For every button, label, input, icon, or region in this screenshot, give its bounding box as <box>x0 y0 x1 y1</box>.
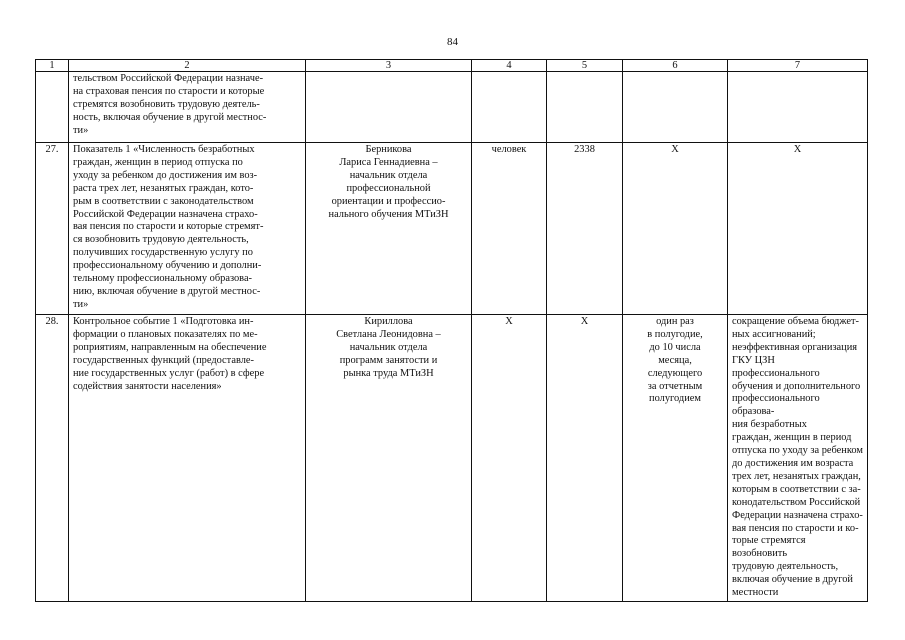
row-number: 28. <box>36 315 69 602</box>
row-responsible: Кириллова Светлана Леонидовна – начальник отдела программ занятости и рынка труда МТиЗН <box>306 315 472 602</box>
row-number: 27. <box>36 143 69 315</box>
row-risks <box>728 72 868 143</box>
row-risks: Х <box>728 143 868 315</box>
row-description: тельством Российской Федерации назначе- на страховая пенсия по старости и которые стремятся возобновить трудовую деятель- ность, включая обучение в другой местнос- ти» <box>69 72 306 143</box>
row-responsible <box>306 72 472 143</box>
row-deadline: один раз в полугодие, до 10 числа месяца, следующего за отчетным полугодием <box>623 315 728 602</box>
row-deadline <box>623 72 728 143</box>
row-value <box>547 72 623 143</box>
program-table <box>35 59 868 602</box>
row-value: Х <box>547 315 623 602</box>
table-row <box>36 72 868 143</box>
row-unit <box>472 72 547 143</box>
row-responsible: Берникова Лариса Геннадиевна – начальник отдела профессиональной ориентации и профессио- нального обучения МТиЗН <box>306 143 472 315</box>
row-unit: Х <box>472 315 547 602</box>
column-header-3: 3 <box>306 60 472 72</box>
row-description: Контрольное событие 1 «Подготовка ин- формации о плановых показателях по ме- роприятиям, направленным на обеспечение государственных функций (предоставле- ние государственных услуг (работ) в сфере содействия занятости населения» <box>69 315 306 602</box>
row-number <box>36 72 69 143</box>
column-header-7: 7 <box>728 60 868 72</box>
row-description: Показатель 1 «Численность безработных граждан, женщин в период отпуска по уходу за ребенком до достижения им воз- раста трех лет, незанятых граждан, кото- рым в соответствии с законодательством Российской Федерации назначена страхо- вая пенсия по старости и которые стремят- ся возобновить трудовую деятельность, получивших государственную услугу по профессиональному обучению и дополни- тельному профессиональному образова- нию, включая обучение в другой местнос- ти» <box>69 143 306 315</box>
row-risks: сокращение объема бюджет- ных ассигнований; неэффективная организация ГКУ ЦЗН профессионального обучения и дополнительного профессионального образова- ния безработных граждан, женщин в период отпуска по уходу за ребенком до достижения им возраста трех лет, незанятых граждан, которым в соответствии с за- конодательством Российской Федерации назначена страхо- вая пенсия по старости и ко- торые стремятся возобновить трудовую деятельность, включая обучение в другой местности <box>728 315 868 602</box>
column-header-1: 1 <box>36 60 69 72</box>
column-number-row <box>36 60 868 72</box>
column-header-5: 5 <box>547 60 623 72</box>
table-row <box>36 143 868 315</box>
column-header-6: 6 <box>623 60 728 72</box>
column-header-4: 4 <box>472 60 547 72</box>
row-deadline: Х <box>623 143 728 315</box>
row-unit: человек <box>472 143 547 315</box>
row-value: 2338 <box>547 143 623 315</box>
table-row <box>36 315 868 602</box>
page-number: 84 <box>447 36 458 48</box>
column-header-2: 2 <box>69 60 306 72</box>
